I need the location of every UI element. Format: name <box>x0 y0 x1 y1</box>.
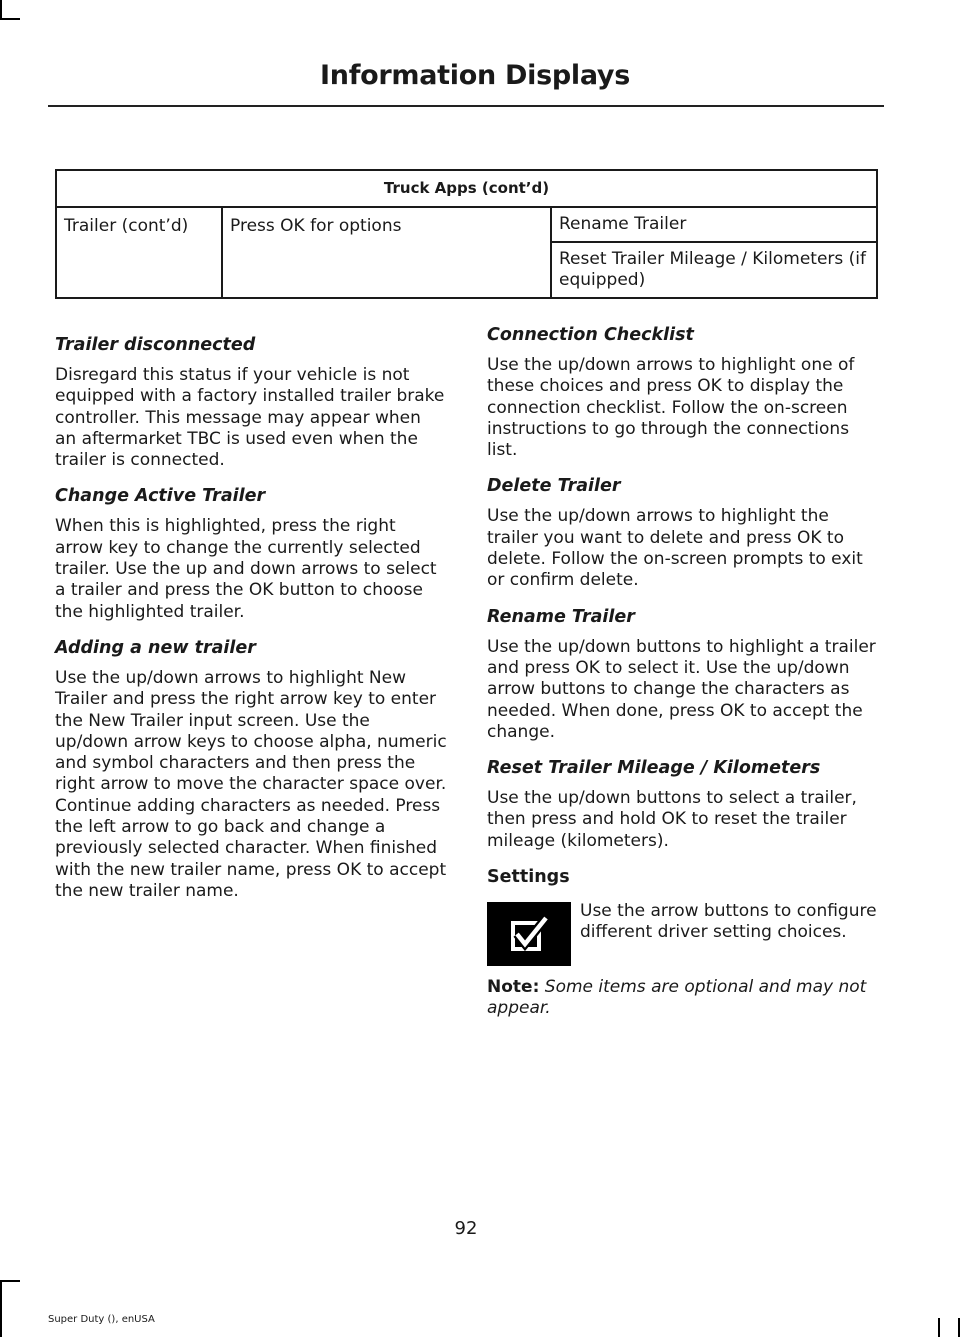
table-caption: Truck Apps (cont’d) <box>56 170 877 207</box>
section-body: Use the up/down arrows to highlight one of these choices and press OK to display the connection checklist. Follow the on-screen instructions to go through the connections list. <box>487 355 855 461</box>
table-cell-action: Press OK for options <box>222 207 551 298</box>
note-label: Note: <box>487 977 540 998</box>
section-heading: Adding a new trailer <box>55 637 256 658</box>
table-cell-option: Rename Trailer <box>551 207 877 242</box>
section-heading: Rename Trailer <box>487 606 635 627</box>
crop-mark <box>0 1280 2 1337</box>
note-text: Some items are optional and may not appear. <box>487 977 867 1019</box>
section-heading: Trailer disconnected <box>55 335 256 355</box>
section-body: Use the up/down buttons to select a trailer, then press and hold OK to reset the trailer mileage (kilometers). <box>487 788 857 851</box>
section-body: Use the up/down buttons to highlight a trailer and press OK to select it. Use the up/down arrow buttons to change the characters as needed. When done, press OK to accept the change. <box>487 636 876 742</box>
section-heading: Delete Trailer <box>487 476 621 497</box>
section-body: When this is highlighted, press the right arrow key to change the currently selected trailer. Use the up and down arrows to select a trailer and press the OK button to choose the highlighted trailer. <box>55 516 437 622</box>
settings-row <box>487 901 882 966</box>
settings-checkbox-icon <box>487 902 571 966</box>
section-body: Disregard this status if your vehicle is not equipped with a factory installed trailer brake controller. This message may appear when an aftermarket TBC is used even when the trailer is connected. <box>55 365 445 471</box>
section-heading: Change Active Trailer <box>55 486 266 507</box>
left-column <box>55 334 447 916</box>
section-heading: Connection Checklist <box>487 325 694 345</box>
table-row <box>56 207 877 242</box>
settings-heading: Settings <box>487 867 570 888</box>
header-divider <box>48 105 884 107</box>
section-body: Use the up/down arrows to highlight the trailer you want to delete and press OK to delete. Follow the on-screen prompts to exit or confirm delete. <box>487 506 863 591</box>
crop-mark <box>938 1318 940 1337</box>
settings-note <box>487 977 882 1020</box>
settings-description: Use the arrow buttons to configure different driver setting choices. <box>580 901 877 943</box>
page-title: Information Displays <box>320 60 630 91</box>
section-heading: Reset Trailer Mileage / Kilometers <box>487 758 821 779</box>
table-cell-menu: Trailer (cont’d) <box>56 207 222 298</box>
page-number: 92 <box>454 1218 478 1239</box>
right-column <box>487 324 882 1034</box>
footer-text: Super Duty (), enUSA <box>48 1314 155 1325</box>
checkbox-check-icon <box>507 914 551 954</box>
table-cell-option: Reset Trailer Mileage / Kilometers (if equipped) <box>551 242 877 298</box>
crop-mark <box>0 0 2 20</box>
crop-mark <box>0 18 20 20</box>
section-body: Use the up/down arrows to highlight New Trailer and press the right arrow key to enter the New Trailer input screen. Use the up/down arrow keys to choose alpha, numeric and symbol characters and then press the right arrow to move the character space over. Continue adding characters as needed. Press the left arrow to go back and change a previously selected character. When finished with the new trailer name, press OK to accept the new trailer name. <box>55 667 447 901</box>
table-header-row <box>56 170 877 207</box>
crop-mark <box>0 1280 20 1282</box>
truck-apps-table <box>55 169 878 299</box>
